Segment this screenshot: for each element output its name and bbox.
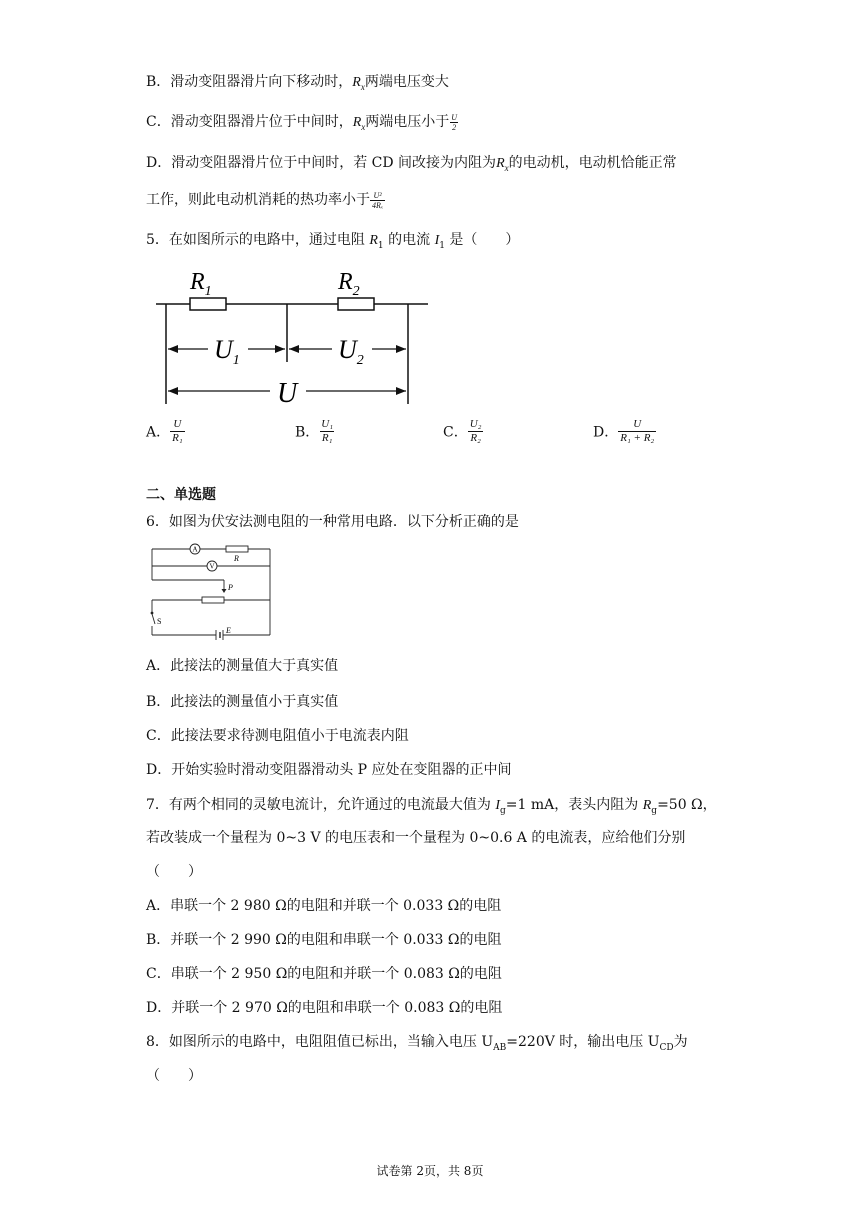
q4-option-b-tail: 两端电压变大 (364, 74, 449, 90)
arrowhead (289, 345, 299, 353)
q4-option-c (146, 112, 459, 133)
q4-option-d-line2-text: 工作，则此电动机消耗的热功率小于 (146, 192, 370, 208)
q4-option-d-line1 (146, 153, 677, 174)
fraction-numerator: U₁ (321, 418, 334, 430)
q4-option-b (146, 72, 449, 93)
arrowhead (275, 345, 285, 353)
fraction-denominator: R₁ (321, 432, 333, 444)
voltmeter-label: V (209, 562, 215, 571)
q6-option-a: A．此接法的测量值大于真实值 (146, 658, 339, 674)
fraction-numerator: U (173, 418, 182, 430)
i1-subscript: 1 (439, 240, 445, 251)
rx-symbol: R (352, 75, 361, 90)
switch-contact (151, 612, 154, 615)
u-figure-label: U (277, 378, 298, 409)
q5-stem-tail: 是（ ） (444, 232, 520, 248)
fraction-denominator: R₂ (470, 432, 481, 444)
rg-subscript: g (651, 805, 658, 816)
r1-figure-label: $R_1$ (190, 269, 212, 299)
q4-option-d-line2 (146, 190, 385, 210)
option-label: A． (146, 424, 171, 441)
rx-subscript: x (361, 121, 366, 132)
arrowhead (168, 345, 178, 353)
q6-option-c: C．此接法要求待测电阻值小于电流表内阻 (146, 728, 409, 744)
q7-stem-tail: =50 Ω， (657, 797, 717, 813)
switch-s-symbol (152, 614, 155, 624)
resistor-r1-symbol (190, 298, 226, 310)
fraction-u2-over-4rx (370, 191, 385, 210)
fraction-denominator: 2 (452, 122, 457, 132)
switch-label: S (157, 617, 162, 626)
rx-subscript: x (504, 162, 509, 173)
q4-option-c-text: C．滑动变阻器滑片位于中间时， (146, 114, 353, 130)
rx-subscript: x (360, 81, 365, 92)
page-footer: 试卷第 2页，共 8页 (376, 1164, 484, 1178)
u1-figure-label: $U_1$ (214, 335, 240, 368)
q5-stem-text: 5．在如图所示的电路中，通过电阻 (146, 232, 370, 248)
q6-voltammetry-circuit-diagram (146, 540, 276, 640)
fraction-denominator: 4Rₓ (372, 200, 384, 210)
slider-arrow (222, 589, 227, 593)
q7-stem-line1 (146, 795, 717, 816)
fraction-numerator: U (451, 112, 458, 122)
uab-subscript: AB (493, 1042, 507, 1053)
rx-symbol: R (496, 156, 505, 171)
q4-option-d-tail: 的电动机，电动机恰能正常 (508, 155, 677, 171)
fraction-numerator: U² (373, 190, 382, 200)
u2-figure-label: $U_2$ (338, 335, 364, 368)
option-label: B． (295, 424, 320, 441)
fraction-denominator: R₁ + R₂ (620, 432, 655, 444)
arrowhead (396, 345, 406, 353)
arrowhead (396, 387, 406, 395)
fraction-numerator: U (633, 418, 642, 430)
ucd-subscript: CD (659, 1042, 674, 1053)
ig-symbol: I (495, 798, 501, 813)
ammeter-label: A (192, 545, 198, 554)
option-label: C． (443, 424, 468, 441)
fraction-denominator: R₁ (172, 432, 183, 444)
resistor-label: R (234, 554, 239, 563)
q8-stem-mid: =220V 时，输出电压 U (506, 1034, 660, 1050)
resistor-r-symbol (226, 546, 248, 552)
q8-stem-line1 (146, 1032, 688, 1052)
fraction (618, 418, 656, 445)
q5-option-c (443, 418, 484, 445)
fraction (170, 418, 185, 445)
fraction-numerator: U₂ (469, 418, 482, 430)
q6-stem: 6．如图为伏安法测电阻的一种常用电路．以下分析正确的是 (146, 514, 519, 530)
ig-subscript: g (500, 805, 506, 816)
q7-option-c: C．串联一个 2 950 Ω的电阻和并联一个 0.083 Ω的电阻 (146, 966, 502, 982)
i1-symbol: I (434, 233, 440, 248)
q8-stem-text: 8．如图所示的电路中，电阻阻值已标出，当输入电压 U (146, 1034, 494, 1050)
q5-stem (146, 230, 519, 251)
resistor-r2-symbol (338, 298, 374, 310)
fraction (319, 418, 335, 445)
arrowhead (168, 387, 178, 395)
r2-figure-label: $R_2$ (338, 269, 360, 299)
rg-symbol: R (642, 798, 652, 813)
q6-option-d: D．开始实验时滑动变阻器滑动头 P 应处在变阻器的正中间 (146, 762, 512, 778)
q5-series-circuit-diagram (150, 262, 440, 412)
battery-label: E (226, 626, 231, 635)
r1-subscript: 1 (377, 240, 384, 251)
q4-option-b-text: B．滑动变阻器滑片向下移动时， (146, 74, 353, 90)
q8-stem-tail: 为 (673, 1034, 688, 1050)
slider-label: P (228, 583, 233, 592)
q7-stem-text: 7．有两个相同的灵敏电流计，允许通过的电流最大值为 (146, 797, 496, 813)
rx-symbol: R (352, 115, 362, 130)
q7-stem-line3: （ ） (146, 864, 202, 880)
q7-option-a: A．串联一个 2 980 Ω的电阻和并联一个 0.033 Ω的电阻 (146, 898, 502, 914)
q6-option-b: B．此接法的测量值小于真实值 (146, 694, 339, 710)
section-heading: 二、单选题 (146, 487, 216, 503)
q7-option-b: B．并联一个 2 990 Ω的电阻和串联一个 0.033 Ω的电阻 (146, 932, 502, 948)
q7-option-d: D．并联一个 2 970 Ω的电阻和串联一个 0.083 Ω的电阻 (146, 1000, 503, 1016)
q8-stem-line2: （ ） (146, 1068, 202, 1084)
q5-option-b (295, 418, 335, 445)
q7-stem-line2: 若改装成一个量程为 0~3 V 的电压表和一个量程为 0~0.6 A 的电流表，应给他们分别 (146, 830, 686, 846)
fraction (468, 418, 484, 445)
option-label: D． (593, 424, 619, 441)
q4-option-d-text: D．滑动变阻器滑片位于中间时，若 CD 间改接为内阻为 (146, 155, 497, 171)
q5-option-d (593, 418, 656, 445)
q5-stem-mid: 的电流 (383, 232, 435, 248)
r1-symbol: R (369, 233, 378, 248)
q7-stem-mid: =1 mA，表头内阻为 (505, 797, 643, 813)
q5-option-a (146, 418, 185, 445)
fraction-u-over-2 (449, 113, 459, 132)
rheostat-symbol (202, 597, 224, 603)
q4-option-c-tail: 两端电压小于 (365, 114, 450, 130)
